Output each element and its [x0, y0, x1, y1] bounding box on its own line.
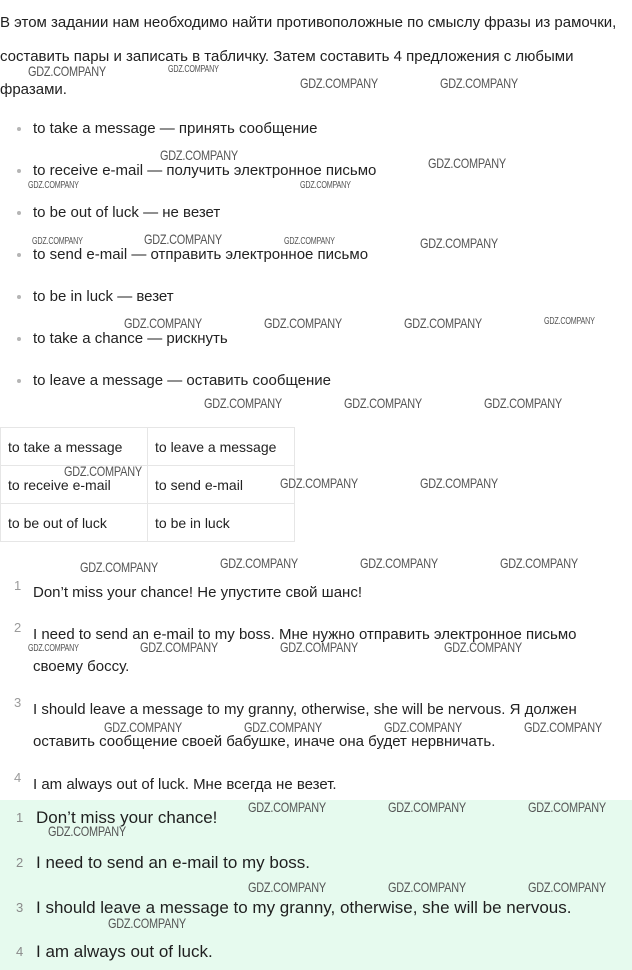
bullet-icon	[17, 337, 21, 341]
watermark: GDZ.COMPANY	[404, 315, 482, 331]
item-number: 2	[16, 855, 24, 870]
watermark: GDZ.COMPANY	[32, 236, 83, 247]
watermark: GDZ.COMPANY	[500, 555, 578, 571]
watermark: GDZ.COMPANY	[384, 719, 462, 735]
watermark: GDZ.COMPANY	[28, 180, 79, 191]
sentence-text: Don’t miss your chance! Не упустите свой шанс!	[33, 584, 363, 601]
sentence-text: I am always out of luck. Мне всегда не везет.	[33, 776, 337, 793]
watermark: GDZ.COMPANY	[280, 475, 358, 491]
watermark: GDZ.COMPANY	[140, 639, 218, 655]
table-cell: to send e-mail	[148, 466, 295, 504]
watermark: GDZ.COMPANY	[528, 799, 606, 815]
answer-text: I should leave a message to my granny, otherwise, she will be nervous.	[36, 898, 572, 917]
pairs-table	[0, 427, 295, 542]
item-number: 1	[16, 810, 24, 825]
watermark: GDZ.COMPANY	[388, 879, 466, 895]
watermark: GDZ.COMPANY	[124, 315, 202, 331]
table-cell: to be in luck	[148, 504, 295, 542]
watermark: GDZ.COMPANY	[524, 719, 602, 735]
answer-text: Don’t miss your chance!	[36, 808, 218, 827]
table-cell: to be out of luck	[1, 504, 148, 542]
watermark: GDZ.COMPANY	[300, 75, 378, 91]
watermark: GDZ.COMPANY	[544, 316, 595, 327]
watermark: GDZ.COMPANY	[104, 719, 182, 735]
watermark: GDZ.COMPANY	[28, 643, 79, 654]
watermark: GDZ.COMPANY	[428, 155, 506, 171]
table-cell: to leave a message	[148, 428, 295, 466]
bullet-icon	[17, 253, 21, 257]
watermark: GDZ.COMPANY	[300, 180, 351, 191]
watermark: GDZ.COMPANY	[28, 63, 106, 79]
table-row	[1, 466, 295, 504]
table-cell: to take a message	[1, 428, 148, 466]
watermark: GDZ.COMPANY	[48, 823, 126, 839]
watermark: GDZ.COMPANY	[528, 879, 606, 895]
watermark: GDZ.COMPANY	[484, 395, 562, 411]
bullet-icon	[17, 127, 21, 131]
watermark: GDZ.COMPANY	[244, 719, 322, 735]
sentence-text: I need to send an e-mail to my boss. Мне нужно отправить электронное письмо своему боссу.	[33, 626, 577, 675]
watermark: GDZ.COMPANY	[440, 75, 518, 91]
bullet-icon	[17, 295, 21, 299]
item-number: 4	[14, 770, 22, 785]
watermark: GDZ.COMPANY	[344, 395, 422, 411]
item-number: 3	[16, 900, 24, 915]
bullet-icon	[17, 379, 21, 383]
table-cell: to receive e-mail	[1, 466, 148, 504]
table-row	[1, 428, 295, 466]
task-intro: В этом задании нам необходимо найти противоположные по смыслу фразы из рамочки, составить пары и записать в табличку. Затем составить 4 предложения с любыми фразами.	[0, 14, 617, 98]
watermark: GDZ.COMPANY	[420, 235, 498, 251]
watermark: GDZ.COMPANY	[168, 64, 219, 75]
watermark: GDZ.COMPANY	[420, 475, 498, 491]
item-number: 3	[14, 695, 22, 710]
watermark: GDZ.COMPANY	[80, 559, 158, 575]
bullet-icon	[17, 211, 21, 215]
table-row	[1, 504, 295, 542]
watermark: GDZ.COMPANY	[64, 463, 142, 479]
watermark: GDZ.COMPANY	[264, 315, 342, 331]
watermark: GDZ.COMPANY	[388, 799, 466, 815]
answer-text: I need to send an e-mail to my boss.	[36, 853, 311, 872]
watermark: GDZ.COMPANY	[444, 639, 522, 655]
item-number: 1	[14, 578, 22, 593]
watermark: GDZ.COMPANY	[360, 555, 438, 571]
sentence-text: I should leave a message to my granny, otherwise, she will be nervous. Я должен оставить сообщение своей бабушке, иначе она будет нервничать.	[33, 701, 577, 750]
answer-text: I am always out of luck.	[36, 942, 213, 961]
watermark: GDZ.COMPANY	[248, 879, 326, 895]
watermark: GDZ.COMPANY	[284, 236, 335, 247]
watermark: GDZ.COMPANY	[204, 395, 282, 411]
bullet-icon	[17, 169, 21, 173]
watermark: GDZ.COMPANY	[220, 555, 298, 571]
watermark: GDZ.COMPANY	[248, 799, 326, 815]
watermark: GDZ.COMPANY	[108, 915, 186, 931]
watermark: GDZ.COMPANY	[144, 231, 222, 247]
item-number: 2	[14, 620, 22, 635]
item-number: 4	[16, 944, 24, 959]
watermark: GDZ.COMPANY	[160, 147, 238, 163]
watermark: GDZ.COMPANY	[280, 639, 358, 655]
